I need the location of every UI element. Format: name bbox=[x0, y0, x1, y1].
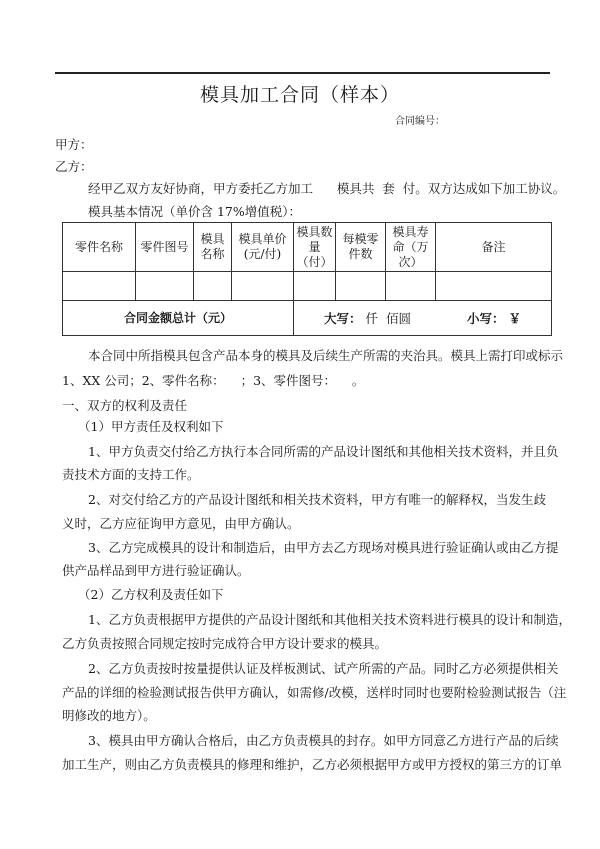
table-cell[interactable] bbox=[336, 272, 386, 301]
table-row bbox=[63, 272, 552, 301]
total-label: 合同金额总计（元） bbox=[63, 301, 294, 336]
clause-a2-line2: 义时，乙方应征询甲方意见，由甲方确认。 bbox=[62, 516, 300, 531]
table-header-cell: 备注 bbox=[436, 223, 552, 272]
table-cell[interactable] bbox=[436, 272, 552, 301]
clause-b3-line1: 3、模具由甲方确认合格后，由乙方负责模具的封存。如甲方同意乙方进行产品的后续 bbox=[88, 733, 559, 748]
paragraph-mold-scope: 本合同中所指模具包含产品本身的模具及后续生产所需的夹治具。模具上需打印或标示 bbox=[88, 348, 564, 363]
mold-table bbox=[62, 222, 552, 336]
table-cell[interactable] bbox=[63, 272, 136, 301]
subsection-party-a: （1）甲方责任及权利如下 bbox=[78, 419, 224, 434]
clause-b2-line1: 2、乙方负责按时按量提供认证及样板测试、试产所需的产品。同时乙方必须提供相关 bbox=[88, 661, 559, 676]
table-header-cell: 模具单价(元/付) bbox=[232, 223, 294, 272]
capital-value: 仟 佰圆 bbox=[365, 310, 411, 326]
party-b-label: 乙方： bbox=[55, 159, 93, 174]
party-a-label: 甲方： bbox=[55, 137, 93, 152]
contract-number-label: 合同编号： bbox=[395, 116, 445, 127]
lower-value: ￥ bbox=[508, 310, 521, 326]
paragraph-marking: 1、XX 公司；2、零件名称： ；3、零件图号： 。 bbox=[62, 373, 365, 388]
capital-label: 大写： bbox=[324, 310, 362, 326]
table-header-cell: 模具寿命（万次） bbox=[386, 223, 436, 272]
clause-b3-line2: 加工生产，则由乙方负责模具的修理和维护，乙方必须根据甲方或甲方授权的第三方的订单 bbox=[62, 757, 563, 772]
table-cell[interactable] bbox=[136, 272, 194, 301]
mold-info-label: 模具基本情况（单价含 17%增值税）： bbox=[88, 204, 302, 219]
clause-a3-line1: 3、乙方完成模具的设计和制造后，由甲方去乙方现场对模具进行验证确认或由乙方提 bbox=[88, 540, 559, 555]
section-heading-rights: 一、双方的权利及责任 bbox=[62, 398, 188, 413]
lower-label: 小写： bbox=[466, 310, 505, 326]
clause-a1-line2: 责技术方面的支持工作。 bbox=[62, 467, 200, 482]
clause-a1-line1: 1、甲方负责交付给乙方执行本合同所需的产品设计图纸和其他相关技术资料，并且负 bbox=[88, 444, 559, 459]
table-header-cell: 模具名称 bbox=[194, 223, 232, 272]
clause-b1-line1: 1、乙方负责根据甲方提供的产品设计图纸和其他相关技术资料进行模具的设计和制造， bbox=[88, 612, 571, 627]
table-header-cell: 每模零件数 bbox=[336, 223, 386, 272]
table-header-cell: 零件图号 bbox=[136, 223, 194, 272]
page-title: 模具加工合同（样本） bbox=[199, 84, 400, 106]
clause-b2-line2: 产品的详细的检验测试报告供甲方确认，如需修/改模，送样时同时也要附检验测试报告（注 bbox=[62, 685, 567, 700]
table-header-row bbox=[63, 223, 552, 272]
clause-b2-line3: 明修改的地方）。 bbox=[62, 708, 156, 723]
table-total-row bbox=[63, 301, 552, 336]
intro-paragraph: 经甲乙双方友好协商，甲方委托乙方加工 模具共 套 付。双方达成如下加工协议。 bbox=[88, 181, 566, 196]
clause-b1-line2: 乙方负责按照合同规定按时完成符合甲方设计要求的模具。 bbox=[62, 636, 388, 651]
table-header-cell: 模具数量（付） bbox=[294, 223, 336, 272]
clause-a3-line2: 供产品样品到甲方进行验证确认。 bbox=[62, 563, 250, 578]
table-cell[interactable] bbox=[232, 272, 294, 301]
subsection-party-b: （2）乙方权利及责任如下 bbox=[78, 587, 224, 602]
header-rule bbox=[55, 72, 550, 74]
clause-a2-line1: 2、对交付给乙方的产品设计图纸和相关技术资料，甲方有唯一的解释权，当发生歧 bbox=[88, 492, 546, 507]
table-cell[interactable] bbox=[194, 272, 232, 301]
table-cell[interactable] bbox=[294, 272, 336, 301]
table-header-cell: 零件名称 bbox=[63, 223, 136, 272]
total-amount-cell bbox=[294, 301, 552, 336]
table-cell[interactable] bbox=[386, 272, 436, 301]
